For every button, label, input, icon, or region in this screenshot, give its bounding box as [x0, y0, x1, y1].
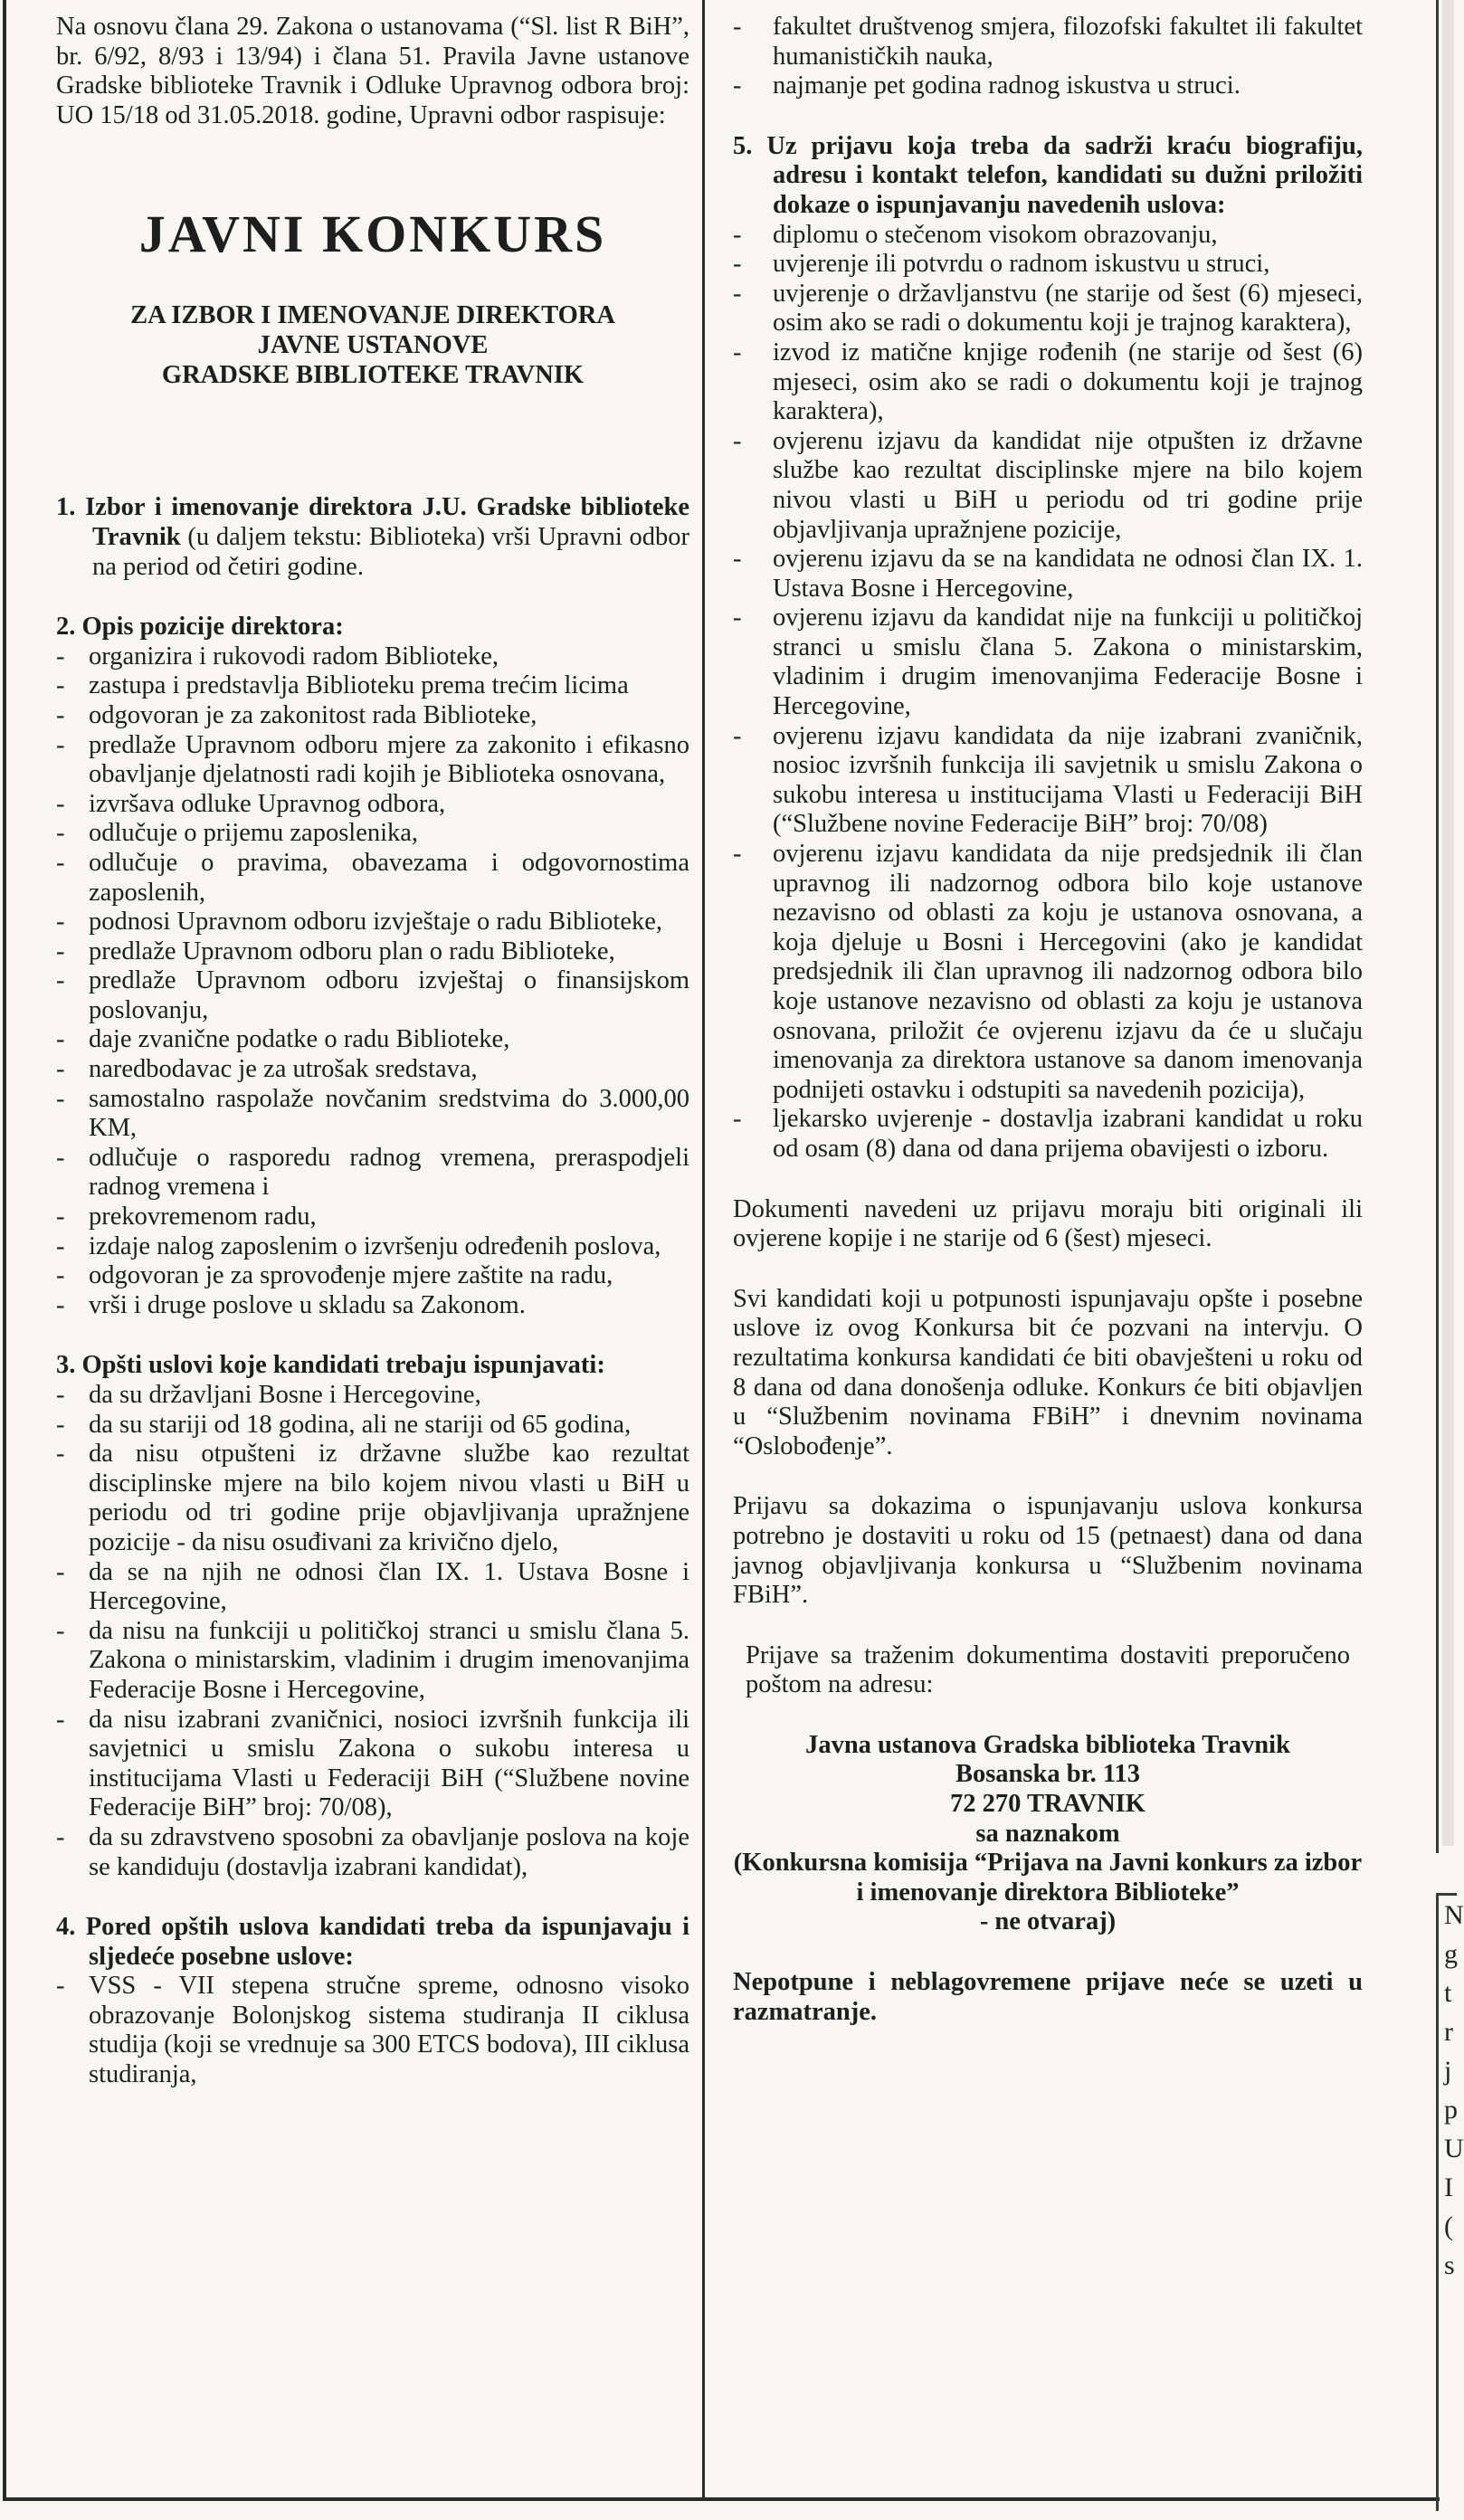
documents-paragraph: Dokumenti navedeni uz prijavu moraju biti originali ili ovjerene kopije i ne starije od 6 (šest) mjeseci.	[733, 1194, 1363, 1253]
list-item: - odlučuje o rasporedu radnog vremena, preraspodjeli radnog vremena i	[56, 1144, 689, 1203]
section-2-heading: 2. Opis pozicije direktora:	[56, 613, 344, 642]
fragment-letter: s	[1444, 2250, 1455, 2280]
subtitle-line-3: GRADSKE BIBLIOTEKE TRAVNIK	[161, 361, 585, 390]
section-1-bold: Izbor i imenovanje direktora J.U. Gradske biblioteke Travnik	[85, 493, 690, 551]
list-item: - najmanje pet godina radnog iskustva u struci.	[733, 71, 1363, 101]
send-paragraph: Prijave sa traženim dokumentima dostaviti preporučeno poštom na adresu:	[746, 1640, 1350, 1699]
list-item: - da nisu na funkciji u političkoj stranci u smislu člana 5. Zakona o ministarskim, vladinim i drugim imenovanjima Federacije Bosne i Hercegovine,	[56, 1617, 689, 1706]
fragment-letter: N	[1444, 1900, 1464, 1930]
list-item: - diplomu o stečenom visokom obrazovanju,	[733, 221, 1363, 251]
list-item: - ovjerenu izjavu da kandidat nije na funkciji u političkoj stranci u smislu člana 5. Zakona o ministarskim, vladinim i drugim imenovanjima Federacije Bosne i Hercegovine,	[733, 604, 1363, 721]
list-item: - ovjerenu izjavu kandidata da nije izabrani zvaničnik, nosioc izvršnih funkcija ili savjetnik u smislu Zakona o sukobu interesa u institucijama Vlasti u Federaciji BiH (“Službene novine Federacije BiH” broj: 70/08)	[733, 722, 1363, 840]
subtitle	[56, 300, 689, 390]
adjacent-column-rule	[1436, 0, 1439, 1853]
address-city: 72 270 TRAVNIK	[950, 1790, 1146, 1819]
left-column	[56, 13, 689, 2090]
fragment-letter: g	[1444, 1939, 1458, 1969]
deadline-paragraph: Prijavu sa dokazima o ispunjavanju uslova konkursa potrebno je dostaviti u roku od 15 (petnaest) dana od dana javnog objavljivanja konkursa u “Službenim novinama FBiH”.	[733, 1492, 1363, 1610]
list-item: - odgovoran je za sprovođenje mjere zaštite na radu,	[56, 1261, 689, 1291]
fragment-letter: r	[1444, 2017, 1453, 2047]
list-item: - predlaže Upravnom odboru mjere za zakonito i efikasno obavljanje djelatnosti radi kojih je Biblioteka osnovana,	[56, 731, 689, 790]
subtitle-line-2: JAVNE USTANOVE	[257, 331, 489, 360]
fragment-letter: I	[1444, 2173, 1453, 2202]
section-1-number: 1.	[56, 493, 76, 522]
address-institution: Javna ustanova Gradska biblioteka Travnik	[805, 1730, 1290, 1759]
right-column	[733, 13, 1363, 2027]
fragment-letter: U	[1444, 2134, 1464, 2163]
section-3-heading: 3. Opšti uslovi koje kandidati trebaju ispunjavati:	[56, 1351, 605, 1380]
address-street: Bosanska br. 113	[955, 1760, 1141, 1789]
list-item: - prekovremenom radu,	[56, 1203, 689, 1232]
section-4-heading: 4. Pored opštih uslova kandidati treba da ispunjavaju i sljedeće posebne uslove:	[56, 1913, 689, 1971]
list-item: - organizira i rukovodi radom Biblioteke,	[56, 642, 689, 672]
list-item: - da su državljani Bosne i Hercegovine,	[56, 1381, 689, 1411]
fragment-letter: p	[1444, 2095, 1458, 2125]
frame-left-border	[3, 0, 6, 2501]
list-item: - izdaje nalog zaposlenim o izvršenju određenih poslova,	[56, 1232, 689, 1262]
list-item: - ovjerenu izjavu da se na kandidata ne odnosi član IX. 1. Ustava Bosne i Hercegovine,	[733, 545, 1363, 604]
section-5-list	[733, 221, 1363, 1165]
list-item: - predlaže Upravnom odboru izvještaj o finansijskom poslovanju,	[56, 966, 689, 1025]
list-item: - uvjerenje ili potvrdu o radnom iskustvu u struci,	[733, 250, 1363, 280]
list-item: - izvod iz matične knjige rođenih (ne starije od šest (6) mjeseci, osim ako se radi o dokumentu koji je trajnog karaktera),	[733, 338, 1363, 427]
frame-bottom-border	[3, 2497, 1440, 2501]
list-item: - predlaže Upravnom odboru plan o radu Biblioteke,	[56, 937, 689, 967]
adjacent-column-shade	[1442, 0, 1454, 1846]
address-note-label: sa naznakom	[975, 1819, 1120, 1848]
intro-paragraph: Na osnovu člana 29. Zakona o ustanovama (“Sl. list R BiH”, br. 6/92, 8/93 i 13/94) i člana 51. Pravila Javne ustanove Gradske biblioteke Travnik i Odluke Upravnog odbora broj: UO 15/18 od 31.05.2018. godine, Upravni odbor raspisuje:	[56, 13, 689, 129]
list-item: - ovjerenu izjavu kandidata da nije predsjednik ili član upravnog ili nadzornog odbora bilo koje ustanove nezavisno od oblasti za koju je ustanova osnovana, a koja djeluje u Bosni i Hercegovini (ako je kandidat predsjednik ili član upravnog ili nadzornog odbora bilo koje ustanove nezavisno od oblasti za koju je ustanova osnovana, priložit će ovjerenu izjavu da će u slučaju imenovanja za direktora ustanove sa danom imenovanja podnijeti ostavku i odstupiti sa navedenih pozicija),	[733, 840, 1363, 1105]
list-item: - samostalno raspolaže novčanim sredstvima do 3.000,00 KM,	[56, 1085, 689, 1144]
list-item: - ovjerenu izjavu da kandidat nije otpušten iz državne službe kao rezultat disciplinske mjere na bilo kojem nivou vlasti u BiH u periodu od tri godine prije objavljivanja upražnjene pozicije,	[733, 427, 1363, 545]
page-title: JAVNI KONKURS	[138, 204, 607, 264]
list-item: - odgovoran je za zakonitost rada Biblioteke,	[56, 701, 689, 731]
closing-notice: Nepotpune i neblagovremene prijave neće se uzeti u razmatranje.	[733, 1968, 1363, 2026]
address-note: (Konkursna komisija “Prijava na Javni konkurs za izbor i imenovanje direktora Biblioteke”	[733, 1849, 1363, 1907]
list-item: - da se na njih ne odnosi član IX. 1. Ustava Bosne i Hercegovine,	[56, 1558, 689, 1617]
fragment-letter: t	[1444, 1978, 1452, 2008]
list-item: - da su stariji od 18 godina, ali ne stariji od 65 godina,	[56, 1411, 689, 1441]
column-divider	[702, 0, 705, 2499]
fragment-letter: (	[1444, 2211, 1453, 2241]
section-4-list	[56, 1972, 689, 2089]
section-5-heading: 5. Uz prijavu koja treba da sadrži kraću biografiju, adresu i kontakt telefon, kandidati su dužni priložiti dokaze o ispunjavanju navedenih uslova:	[733, 131, 1363, 219]
fragment-letter: j	[1444, 2056, 1452, 2086]
subtitle-line-1: ZA IZBOR I IMENOVANJE DIREKTORA	[130, 301, 615, 330]
section-1-paragraph	[56, 493, 689, 582]
list-item: - da su zdravstveno sposobni za obavljanje poslova na koje se kandiduju (dostavlja izabrani kandidat),	[56, 1823, 689, 1882]
list-item: - naredbodavac je za utrošak sredstava,	[56, 1055, 689, 1085]
address-block	[733, 1731, 1363, 1937]
section-1-text: (u daljem tekstu: Biblioteka) vrši Upravni odbor na period od četiri godine.	[92, 522, 689, 581]
list-item: - uvjerenje o državljanstvu (ne starije od šest (6) mjeseci, osim ako se radi o dokumentu koji je trajnog karaktera),	[733, 280, 1363, 338]
candidates-paragraph: Svi kandidati koji u potpunosti ispunjavaju opšte i posebne uslove iz ovog Konkursa bit će pozvani na intervju. O rezultatima konkursa kandidati će biti obavješteni u roku od 8 dana od dana donošenja odluke. Konkurs će biti objavljen u “Službenim novinama FBiH” i dnevnim novinama “Oslobođenje”.	[733, 1284, 1363, 1460]
list-item: - vrši i druge poslove u skladu sa Zakonom.	[56, 1291, 689, 1321]
list-item: - daje zvanične podatke o radu Biblioteke,	[56, 1025, 689, 1055]
section-3-list	[56, 1381, 689, 1882]
list-item: - ljekarsko uvjerenje - dostavlja izabrani kandidat u roku od osam (8) dana od dana prijema obavijesti o izboru.	[733, 1105, 1363, 1164]
list-item: - VSS - VII stepena stručne spreme, odnosno visoko obrazovanje Bolonjskog sistema studiranja II ciklusa studija (koji se vrednuje sa 300 ETCS bodova), III ciklusa studiranja,	[56, 1972, 689, 2089]
list-item: - fakultet društvenog smjera, filozofski fakultet ili fakultet humanističkih nauka,	[733, 13, 1363, 71]
fragment-letters	[1439, 1896, 1464, 2285]
list-item: - da nisu otpušteni iz državne službe kao rezultat disciplinske mjere na bilo kojem nivou vlasti u BiH u periodu od tri godine prije objavljivanja upražnjene pozicije - da nisu osuđivani za krivično djelo,	[56, 1440, 689, 1557]
address-do-not-open: - ne otvaraj)	[979, 1907, 1117, 1936]
list-item: - odlučuje o pravima, obavezama i odgovornostima zaposlenih,	[56, 849, 689, 908]
list-item: - izvršava odluke Upravnog odbora,	[56, 790, 689, 820]
section-2-list	[56, 642, 689, 1321]
list-item: - zastupa i predstavlja Biblioteku prema trećim licima	[56, 671, 689, 701]
list-item: - odlučuje o prijemu zaposlenika,	[56, 819, 689, 849]
list-item: - da nisu izabrani zvaničnici, nosioci izvršnih funkcija ili savjetnici u smislu Zakona o sukobu interesa u institucijama Vlasti u Federaciji BiH (“Službene novine Federacije BiH” broj: 70/08),	[56, 1706, 689, 1823]
section-4-list-continued	[733, 13, 1363, 101]
adjacent-article-fragment	[1436, 1893, 1464, 2511]
list-item: - podnosi Upravnom odboru izvještaje o radu Biblioteke,	[56, 908, 689, 937]
